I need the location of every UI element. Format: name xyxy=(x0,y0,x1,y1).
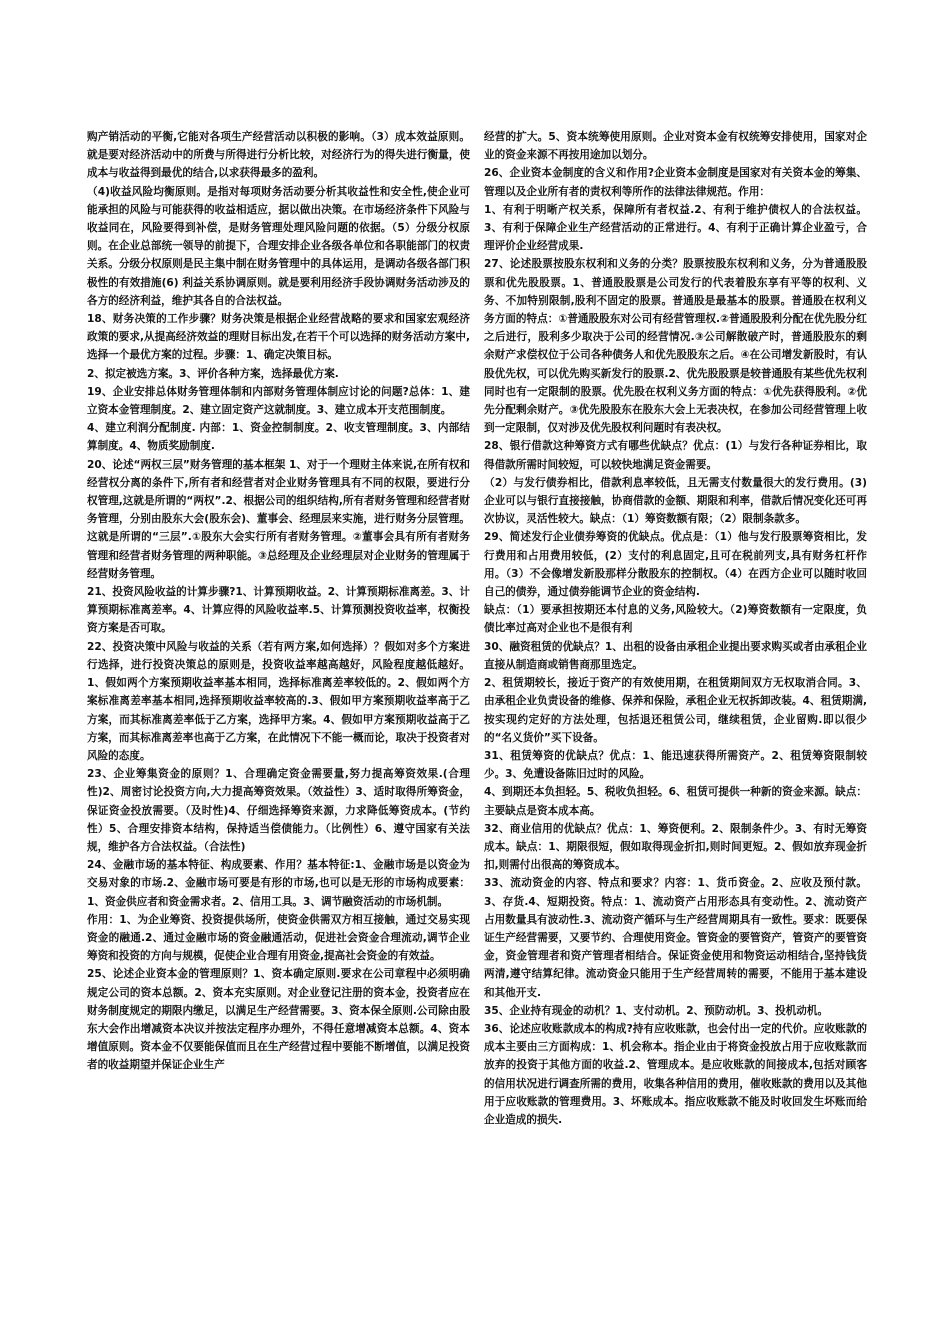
paragraph: 购产销活动的平衡,它能对各项生产经营活动以积极的影响。（3）成本效益原则。就是要对经济活动中的所费与所得进行分析比较，对经济行为的得失进行衡量，使成本与收益得到最优的结合,以求获得最多的盈利。 xyxy=(87,131,470,180)
paragraph: 29、简述发行企业债券筹资的优缺点。优点是：（1）他与发行股票筹资相比，发行费用和占用费用较低，(2）支付的利息固定,且可在税前列支,具有财务杠杆作用。（3）不会像增发新股那样分散股东的控制权。（4）在西方企业可以随时收回自己的债券，通过债券能调节企业的资金结构. xyxy=(484,531,867,599)
paragraph: 18、财务决策的工作步骤？财务决策是根据企业经营战略的要求和国家宏观经济政策的要求,从提高经济效益的理财目标出发,在若干个可以选择的财务活动方案中,选择一个最优方案的过程。步骤：1、确定决策目标。 xyxy=(87,313,470,362)
paragraph: 21、投资风险收益的计算步骤?1、计算预期收益。2、计算预期标准离差。3、计算预期标准离差率。4、计算应得的风险收益率.5、计算预测投资收益率，权衡投资方案是否可取。 xyxy=(87,586,470,635)
paragraph: 36、论述应收账款成本的构成?持有应收账款，也会付出一定的代价。应收账款的成本主要由三方面构成：1、机会称本。指企业由于将资金投放占用于应收账款而放弃的投资于其他方面的收益.2、管理成本。是应收账款的间接成本,包括对顾客的信用状况进行调查所需的费用，收集各种信用的费用，催收账款的费用以及其他用于应收账款的管理费用。3、坏账成本。指应收账款不能及时收回发生坏账而给企业造成的损失. xyxy=(484,1022,867,1126)
document-page xyxy=(87,128,867,1129)
paragraph: 31、租赁筹资的优缺点？优点：1、能迅速获得所需资产。2、租赁筹资限制较少。3、免遭设备陈旧过时的风险。 xyxy=(484,749,867,781)
paragraph: 1、有利于明晰产权关系，保障所有者权益.2、有利于维护债权人的合法权益。3、有利于保障企业生产经营活动的正常进行。4、有利于正确计算企业盈亏，合理评价企业经营成果. xyxy=(484,203,867,253)
paragraph: 4、建立利润分配制度. 内部：1、资金控制制度。2、收支管理制度。3、内部结算制度。4、物质奖励制度. xyxy=(87,422,470,453)
paragraph: 32、商业信用的优缺点？优点：1、筹资便利。2、限制条件少。3、有时无筹资成本。缺点：1、期限很短，假如取得现金折扣,则时间更短。2、假如放弃现金折扣,则需付出很高的筹资成本。 xyxy=(484,822,867,872)
left-column xyxy=(87,128,470,1129)
paragraph: 2、租赁期较长，接近于资产的有效使用期，在租赁期间双方无权取消合同。3、由承租企业负责设备的维修、保养和保险，承租企业无权拆卸改装。4、租赁期满,按实现约定好的方法处理，包括退还租赁公司，继续租赁，企业留购.即以很少的“名义货价”买下设备。 xyxy=(484,677,867,744)
paragraph: 4、到期还本负担轻。5、税收负担轻。6、租赁可提供一种新的资金来源。缺点：主要缺点是资本成本高。 xyxy=(484,786,867,817)
paragraph: 19、企业安排总体财务管理体制和内部财务管理体制应讨论的问题?总体：1、建立资本金管理制度。2、建立固定资产这就制度。3、建立成本开支范围制度。 xyxy=(87,385,470,417)
paragraph: 26、企业资本金制度的含义和作用?企业资本金制度是国家对有关资本金的筹集、管理以及企业所有者的责权利等所作的法律法律规范。作用： xyxy=(484,167,867,198)
paragraph: 作用：1、为企业筹资、投资提供场所，使资金供需双方相互接触，通过交易实现资金的融通.2、通过金融市场的资金融通活动，促进社会资金合理流动,调节企业筹资和投资的方向与规模，促使企业合理有用资金,提高社会资金的有效益。 xyxy=(87,913,470,963)
paragraph: 24、金融市场的基本特征、构成要素、作用？基本特征:1、金融市场是以资金为交易对象的市场.2、金融市场可要是有形的市场,也可以是无形的市场构成要素：1、资金供应者和资金需求者。2、信用工具。3、调节融资活动的市场机制。 xyxy=(87,859,470,908)
paragraph: 23、企业筹集资金的原则？1、合理确定资金需要量,努力提高筹资效果.(合理性)2、周密讨论投资方向,大力提高筹资效果。（效益性）3、适时取得所筹资金，保证资金投放需要。（及时性)4、仔细选择筹资来源，力求降低筹资成本。(节约性）5、合理安排资本结构，保持适当偿债能力。（比例性）6、遵守国家有关法规，维护各方合法权益。（合法性) xyxy=(87,768,470,853)
paragraph: 缺点：（1）要承担按期还本付息的义务,风险较大。（2)筹资数额有一定限度，负债比率过高对企业也不是很有利 xyxy=(484,604,867,635)
paragraph: 27、论述股票按股东权利和义务的分类？股票按股东权利和义务，分为普通股股票和优先股股票。1、普通股股票是公司发行的代表着股东享有平等的权利、义务、不加特别限制,股利不固定的股票。普通股是最基本的股票。普通股在权利义务方面的特点：①普通股股东对公司有经营管理权.②普通股股利分配在优先股分红之后进行，股利多少取决于公司的经营情况.③公司解散破产时，普通股股东的剩余财产求偿权位于公司各种债务人和优先股股东之后。④在公司增发新股时，有认股优先权，可以优先购买新发行的股票.2、优先股股票是较普通股有某些优先权利同时也有一定限制的股票。优先股在权利义务方面的特点：①优先获得股利。②优先分配剩余财产。③优先股股东在股东大会上无表决权，在参加公司经营管理上收到一定限制，仅对涉及优先股权利问题时有表决权。 xyxy=(484,258,867,435)
paragraph: 20、论述“两权三层”财务管理的基本框架 1、对于一个理财主体来说,在所有权和经营权分离的条件下,所有者和经营者对企业财务管理具有不同的权限，要进行分权管理,这就是所谓的“两权”.2、根据公司的组织结构,所有者财务管理和经营者财务管理，分别由股东大会(股东会)、董事会、经理层来实施，进行财务分层管理。这就是所谓的“三层”.①股东大会实行所有者财务管理。②董事会具有所有者财务管理和经营者财务管理的两种职能。③总经理及企业经理层对企业财务的管理属于经营财务管理。 xyxy=(87,458,470,580)
paragraph: 33、流动资金的内容、特点和要求？内容：1、货币资金。2、应收及预付款。3、存货.4、短期投资。特点：1、流动资产占用形态具有变动性。2、流动资产占用数量具有波动性.3、流动资产循环与生产经营周期具有一致性。要求：既要保证生产经营需要，又要节约、合理使用资金。管资金的要管资产，管资产的要管资金，资金管理者和资产管理者相结合。保证资金使用和物资运动相结合,坚持钱货两清,遵守结算纪律。流动资金只能用于生产经营周转的需要，不能用于基本建设和其他开支. xyxy=(484,877,867,999)
right-column xyxy=(484,128,867,1129)
paragraph: 经营的扩大。5、资本统筹使用原则。企业对资本金有权统筹安排使用，国家对企业的资金来源不再按用途加以划分。 xyxy=(484,131,867,162)
paragraph: 28、银行借款这种筹资方式有哪些优缺点？优点：(1）与发行各种证券相比，取得借款所需时间较短，可以较快地满足资金需要。 xyxy=(484,440,867,471)
paragraph: 25、论述企业资本金的管理原则？1、资本确定原则.要求在公司章程中必须明确规定公司的资本总额。2、资本充实原则。对企业登记注册的资本金，投资者应在财务制度规定的期限内缴足，以满足生产经营需要。3、资本保全原则.公司除由股东大会作出增减资本决议并按法定程序办理外，不得任意增减资本总额。4、资本增值原则。资本金不仅要能保值而且在生产经营过程中要能不断增值，以满足投资者的收益期望并保证企业生产 xyxy=(87,968,470,1072)
paragraph: 22、投资决策中风险与收益的关系（若有两方案,如何选择）？假如对多个方案进行选择，进行投资决策总的原则是，投资收益率越高越好，风险程度越低越好。1、假如两个方案预期收益率基本相同，选择标准离差率较低的。2、假如两个方案标准离差率基本相同,选择预期收益率较高的.3、假如甲方案预期收益率高于乙方案，而其标准离差率低于乙方案，选择甲方案。4、假如甲方案预期收益高于乙方案，而其标准离差率也高于乙方案，在此情况下不能一概而论，取决于投资者对风险的态度。 xyxy=(87,640,470,762)
paragraph: 30、融资租赁的优缺点？1、出租的设备由承租企业提出要求购买或者由承租企业直接从制造商或销售商那里选定。 xyxy=(484,640,867,671)
paragraph: （2）与发行债券相比，借款利息率较低，且无需支付数量很大的发行费用。(3) 企业可以与银行直接接触，协商借款的金额、期限和利率，借款后情况变化还可再次协议，灵活性较大。缺点：（1）筹资数额有限；（2）限制条款多。 xyxy=(484,476,867,526)
paragraph: 35、企业持有现金的动机？1、支付动机。2、预防动机。3、投机动机。 xyxy=(484,1004,829,1017)
paragraph: 2、拟定被选方案。3、评价各种方案，选择最优方案. xyxy=(87,367,339,380)
paragraph: （4)收益风险均衡原则。是指对每项财务活动要分析其收益性和安全性,使企业可能承担的风险与可能获得的收益相适应，据以做出决策。在市场经济条件下风险与收益同在，风险要得到补偿，是财务管理处理风险问题的依据。（5）分级分权原则。在企业总部统一领导的前提下，合理安排企业各级各单位和各职能部门的权责关系。分级分权原则是民主集中制在财务管理中的具体运用，是调动各级各部门积极性的有效措施(6) 利益关系协调原则。就是要利用经济手段协调财务活动涉及的各方的经济利益，维护其各自的合法权益。 xyxy=(87,185,470,307)
